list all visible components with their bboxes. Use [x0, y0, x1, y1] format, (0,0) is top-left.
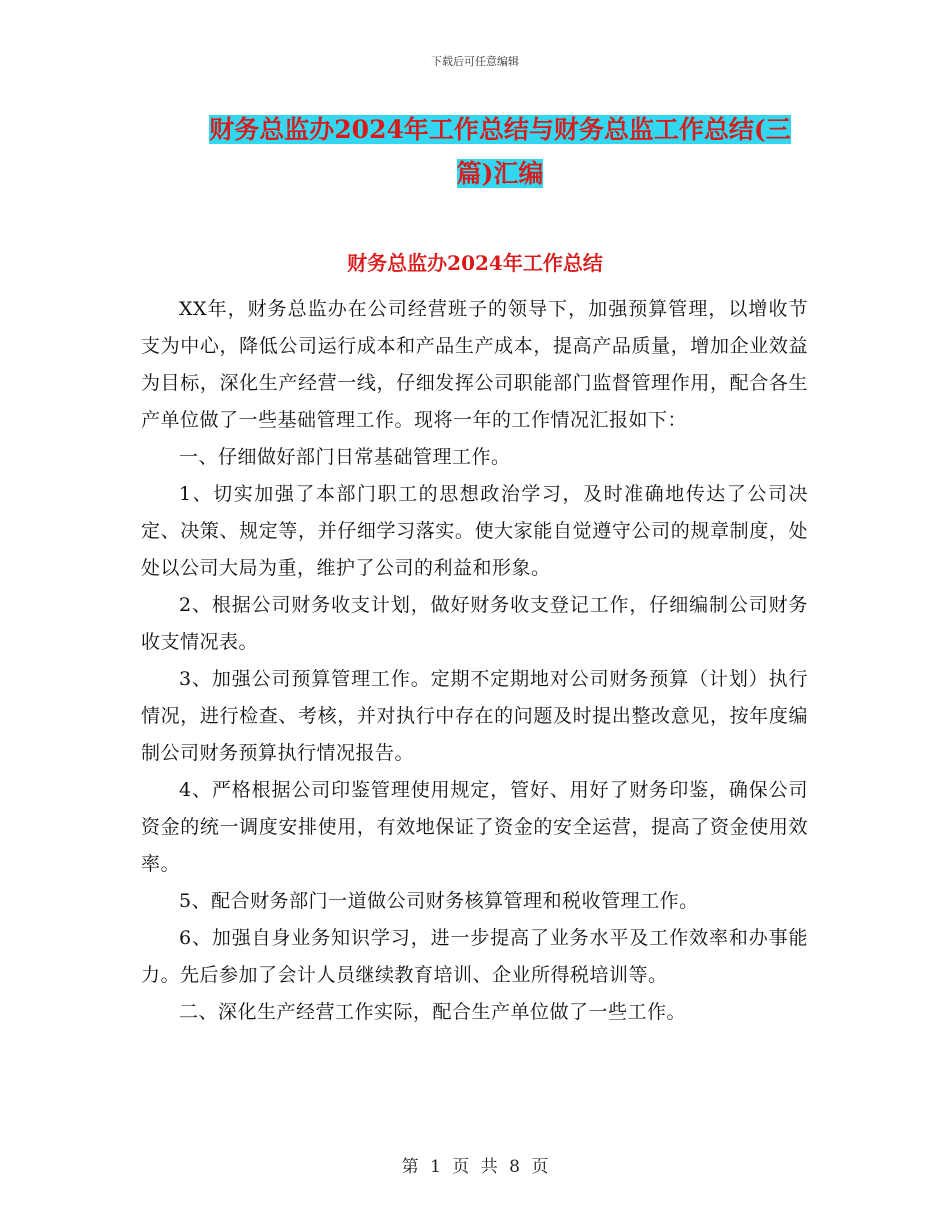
document-title-line-2: 篇)汇编 [456, 159, 544, 188]
paragraph: 2、根据公司财务收支计划，做好财务收支登记工作，仔细编制公司财务收支情况表。 [141, 594, 808, 653]
paragraph: 4、严格根据公司印鉴管理使用规定，管好、用好了财务印鉴，确保公司资金的统一调度安排使用，有效地保证了资金的安全运营，提高了资金使用效率。 [141, 779, 808, 875]
body-text [141, 291, 808, 1031]
paragraph: 一、仔细做好部门日常基础管理工作。 [179, 446, 511, 468]
section-title: 财务总监办2024年工作总结 [347, 251, 603, 275]
paragraph: 3、加强公司预算管理工作。定期不定期地对公司财务预算（计划）执行情况，进行检查、考核，并对执行中存在的问题及时提出整改意见，按年度编制公司财务预算执行情况报告。 [141, 668, 808, 764]
paragraph: 二、深化生产经营工作实际，配合生产单位做了一些工作。 [179, 1001, 687, 1023]
document-title-line-1: 财务总监办2024年工作总结与财务总监工作总结(三 [209, 115, 791, 144]
page-number-footer: 第 1 页 共 8 页 [401, 1157, 549, 1177]
paragraph: XX年，财务总监办在公司经营班子的领导下，加强预算管理，以增收节支为中心，降低公司运行成本和产品生产成本，提高产品质量，增加企业效益为目标，深化生产经营一线，仔细发挥公司职能部门监督管理作用，配合各生产单位做了一些基础管理工作。现将一年的工作情况汇报如下： [141, 298, 808, 431]
paragraph: 6、加强自身业务知识学习，进一步提高了业务水平及工作效率和办事能力。先后参加了会计人员继续教育培训、企业所得税培训等。 [141, 927, 808, 986]
document-title [150, 108, 850, 196]
header-note: 下载后可任意编辑 [431, 55, 519, 68]
paragraph: 1、切实加强了本部门职工的思想政治学习，及时准确地传达了公司决定、决策、规定等，并仔细学习落实。使大家能自觉遵守公司的规章制度，处处以公司大局为重，维护了公司的利益和形象。 [141, 483, 808, 579]
paragraph: 5、配合财务部门一道做公司财务核算管理和税收管理工作。 [179, 890, 699, 912]
